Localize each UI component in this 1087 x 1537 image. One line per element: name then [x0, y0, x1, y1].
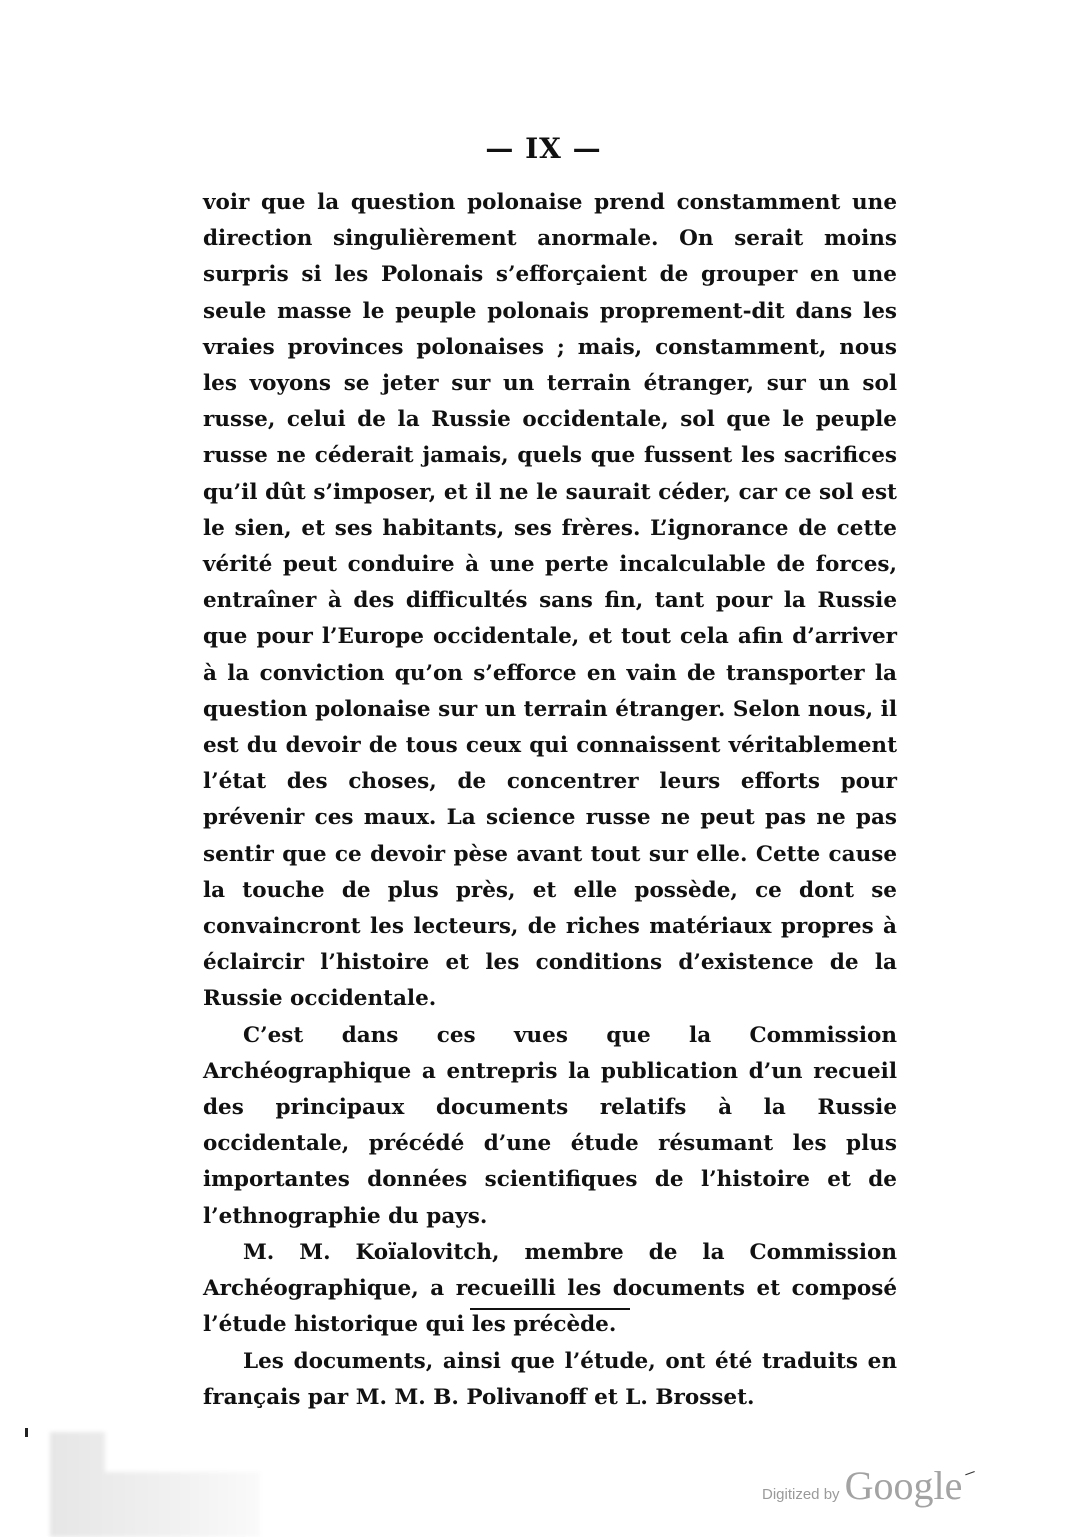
paragraph-4: Les documents, ainsi que l’étude, ont été traduits en français par M. M. B. Polivanoff et L. Brosset.	[203, 1348, 897, 1410]
watermark-prefix: Digitized by	[762, 1486, 840, 1503]
body-text	[203, 185, 897, 1416]
watermark-brand: Google	[844, 1463, 963, 1508]
paragraph-1: voir que la question polonaise prend constamment une direction singulièrement anormale. On serait moins surpris si les Polonais s’efforçaient de grouper en une seule masse le peuple polonais proprement-dit dans les vraies provinces polonaises ; mais, constamment, nous les voyons se jeter sur un terrain étranger, sur un sol russe, celui de la Russie occidentale, sol que le peuple russe ne céderait jamais, quels que fussent les sacrifices qu’il dût s’imposer, et il ne le saurait céder, car ce sol est le sien, et ses habitants, ses frères. L’ignorance de cette vérité peut conduire à une perte incalculable de forces, entraîner à des difficultés sans fin, tant pour la Russie que pour l’Europe occidentale, et tout cela afin d’arriver à la conviction qu’on s’efforce en vain de transporter la question polonaise sur un terrain étranger. Selon nous, il est du devoir de tous ceux qui connaissent véritablement l’état des choses, de concentrer leurs efforts pour prévenir ces maux. La science russe ne peut pas ne pas sentir que ce devoir pèse avant tout sur elle. Cette cause la touche de plus près, et elle possède, ce dont se convaincront les lecteurs, de riches matériaux propres à éclaircir l’histoire et les conditions d’existence de la Russie occidentale.	[203, 190, 897, 1012]
paragraph-3: M. M. Koïalovitch, membre de la Commission Archéographique, a recueilli les documents et composé l’étude historique qui les précède.	[203, 1239, 897, 1338]
digitized-watermark	[762, 1460, 979, 1509]
scan-smudge	[50, 1432, 260, 1537]
paragraph-2: C’est dans ces vues que la Commission Archéographique a entrepris la publication d’un recueil des principaux documents relatifs à la Russie occidentale, précédé d’une étude résumant les plus importantes données scientifiques de l’histoire et de l’ethnographie du pays.	[203, 1022, 897, 1229]
swoosh-icon: ‒	[960, 1460, 979, 1485]
closing-rule	[470, 1308, 630, 1310]
page-number: — IX —	[485, 132, 602, 165]
scan-mark	[25, 1428, 28, 1437]
